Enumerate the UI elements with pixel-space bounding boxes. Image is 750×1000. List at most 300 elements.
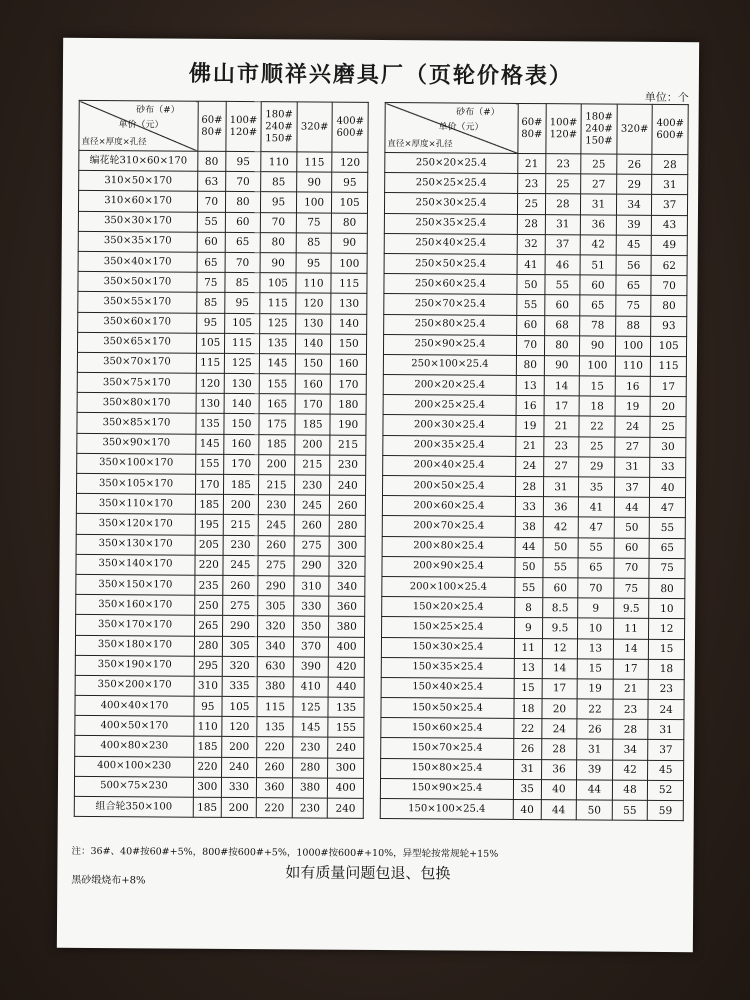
table-row (75, 695, 364, 717)
price-cell: 24 (615, 417, 651, 437)
price-cell: 24 (648, 699, 684, 719)
price-cell: 80 (649, 578, 685, 598)
price-cell: 27 (543, 456, 579, 476)
table-row (384, 294, 687, 316)
table-row (77, 352, 366, 374)
price-cell: 215 (294, 455, 330, 475)
price-cell: 135 (196, 414, 224, 434)
price-cell: 300 (328, 758, 364, 778)
price-cell: 170 (331, 374, 367, 394)
price-cell: 48 (612, 780, 648, 800)
price-cell: 95 (225, 151, 261, 171)
price-cell: 165 (259, 394, 295, 414)
table-row (78, 251, 367, 273)
price-cell: 29 (579, 457, 615, 477)
size-cell: 500×75×230 (74, 776, 193, 797)
price-cell: 21 (516, 436, 544, 456)
price-cell: 31 (545, 214, 581, 234)
price-cell: 25 (650, 417, 686, 437)
price-cell: 115 (651, 356, 687, 376)
price-cell: 340 (258, 636, 294, 656)
price-cell: 9.5 (542, 618, 578, 638)
table-row (75, 655, 364, 677)
price-cell: 80 (516, 355, 544, 375)
price-cell: 31 (648, 720, 684, 740)
price-cell: 68 (544, 315, 580, 335)
price-cell: 8 (515, 598, 543, 618)
size-cell: 350×130×170 (76, 534, 195, 555)
price-cell: 115 (257, 697, 293, 717)
price-cell: 200 (221, 737, 257, 757)
price-cell: 185 (195, 494, 223, 514)
price-cell: 155 (259, 374, 295, 394)
price-cell: 23 (613, 699, 649, 719)
price-cell: 185 (259, 434, 295, 454)
size-cell: 400×80×230 (75, 736, 194, 757)
price-cell: 40 (541, 779, 577, 799)
price-cell: 160 (331, 354, 367, 374)
price-cell: 28 (515, 476, 543, 496)
price-cell: 46 (545, 255, 581, 275)
table-row (78, 292, 367, 314)
price-cell: 49 (652, 235, 688, 255)
price-cell: 280 (330, 516, 366, 536)
price-cell: 360 (257, 777, 293, 797)
price-cell: 105 (224, 313, 260, 333)
price-cell: 27 (615, 437, 651, 457)
price-cell: 9.5 (613, 598, 649, 618)
size-cell: 200×40×25.4 (383, 455, 516, 476)
price-cell: 110 (615, 356, 651, 376)
price-cell: 185 (223, 474, 259, 494)
table-row (381, 637, 684, 659)
price-cell: 9 (515, 618, 543, 638)
price-cell: 33 (650, 457, 686, 477)
price-cell: 200 (259, 454, 295, 474)
table-row (75, 675, 364, 697)
price-cell: 320 (329, 556, 365, 576)
price-cell: 350 (293, 616, 329, 636)
table-header-row (385, 103, 688, 155)
size-cell: 组合轮350×100 (74, 796, 193, 817)
table-row (382, 597, 685, 619)
price-cell: 60 (542, 578, 578, 598)
size-cell: 150×40×25.4 (381, 677, 514, 698)
price-cell: 190 (330, 415, 366, 435)
price-cell: 130 (331, 293, 367, 313)
price-cell: 23 (518, 174, 546, 194)
price-cell: 170 (223, 454, 259, 474)
size-cell: 250×25×25.4 (385, 173, 518, 194)
price-cell: 275 (222, 596, 258, 616)
price-cell: 230 (259, 495, 295, 515)
column-header-grit-5: 400# 600# (332, 102, 368, 152)
price-table-right-body (380, 153, 688, 821)
table-row (382, 617, 685, 639)
price-cell: 70 (225, 172, 261, 192)
price-cell: 21 (544, 416, 580, 436)
price-cell: 90 (296, 172, 332, 192)
price-cell: 290 (258, 576, 294, 596)
table-row (382, 536, 685, 558)
price-cell: 330 (293, 596, 329, 616)
price-cell: 275 (294, 535, 330, 555)
size-cell: 150×70×25.4 (381, 738, 514, 759)
size-cell: 250×20×25.4 (385, 153, 518, 174)
price-cell: 250 (195, 595, 223, 615)
price-cell: 51 (580, 255, 616, 275)
price-cell: 85 (197, 293, 225, 313)
price-cell: 265 (195, 616, 223, 636)
price-cell: 28 (613, 719, 649, 739)
column-header-grit-4: 320# (297, 102, 333, 152)
price-cell: 220 (195, 555, 223, 575)
price-cell: 110 (261, 152, 297, 172)
table-row (381, 698, 684, 720)
price-cell: 40 (650, 477, 686, 497)
price-cell: 37 (614, 477, 650, 497)
price-cell: 105 (260, 273, 296, 293)
price-cell: 50 (515, 557, 543, 577)
price-cell: 24 (516, 456, 544, 476)
price-cell: 41 (579, 497, 615, 517)
price-cell: 95 (224, 293, 260, 313)
price-cell: 28 (652, 154, 688, 174)
size-cell: 350×110×170 (76, 494, 195, 515)
unit-label: 单位：个 (644, 90, 689, 105)
table-row (77, 372, 366, 394)
size-cell: 350×75×170 (77, 372, 196, 393)
price-cell: 80 (544, 335, 580, 355)
price-cell: 17 (544, 396, 580, 416)
size-cell: 编花轮310×60×170 (79, 150, 198, 171)
size-cell: 200×50×25.4 (382, 476, 515, 497)
price-header-label: 单价（元） (438, 122, 484, 133)
price-cell: 310 (194, 676, 222, 696)
price-cell: 70 (516, 335, 544, 355)
size-cell: 350×120×170 (76, 514, 195, 535)
price-cell: 105 (651, 336, 687, 356)
price-cell: 100 (331, 253, 367, 273)
size-cell: 350×150×170 (76, 574, 195, 595)
price-cell: 260 (294, 515, 330, 535)
price-cell: 44 (541, 800, 577, 820)
table-row (383, 395, 686, 417)
size-cell: 350×40×170 (78, 251, 197, 272)
price-cell: 21 (518, 153, 546, 173)
price-cell: 90 (260, 253, 296, 273)
table-row (76, 574, 365, 596)
price-cell: 230 (292, 737, 328, 757)
price-cell: 120 (332, 152, 368, 172)
price-cell: 135 (328, 697, 364, 717)
price-cell: 75 (616, 295, 652, 315)
price-cell: 9 (578, 598, 614, 618)
price-cell: 170 (195, 474, 223, 494)
price-cell: 16 (516, 396, 544, 416)
price-cell: 65 (649, 538, 685, 558)
size-cell: 200×70×25.4 (382, 516, 515, 537)
table-row (75, 635, 364, 657)
price-cell: 42 (580, 235, 616, 255)
price-cell: 185 (193, 797, 221, 817)
price-cell: 200 (295, 435, 331, 455)
table-row (381, 657, 684, 679)
dims-header-label: 直径×厚度×孔径 (81, 136, 147, 148)
table-row (74, 796, 363, 818)
table-row (75, 716, 364, 738)
price-cell: 120 (296, 293, 332, 313)
size-cell: 250×35×25.4 (384, 213, 517, 234)
size-cell: 350×80×170 (77, 393, 196, 414)
price-cell: 280 (194, 636, 222, 656)
grit-header-label: 砂布（#） (456, 107, 500, 118)
size-cell: 350×140×170 (76, 554, 195, 575)
size-cell: 250×100×25.4 (383, 354, 516, 375)
price-cell: 380 (329, 616, 365, 636)
price-cell: 95 (296, 253, 332, 273)
table-row (77, 393, 366, 415)
price-cell: 13 (514, 658, 542, 678)
table-row (78, 191, 367, 213)
price-cell: 15 (514, 678, 542, 698)
price-cell: 18 (514, 699, 542, 719)
table-row (79, 150, 368, 172)
table-row (78, 231, 367, 253)
size-cell: 150×50×25.4 (381, 698, 514, 719)
price-cell: 80 (225, 192, 261, 212)
size-cell: 150×30×25.4 (381, 637, 514, 658)
size-cell: 250×80×25.4 (384, 314, 517, 335)
price-cell: 260 (330, 495, 366, 515)
table-row (383, 334, 686, 356)
table-row (76, 514, 365, 536)
size-cell: 400×100×230 (75, 756, 194, 777)
size-cell: 250×60×25.4 (384, 274, 517, 295)
table-row (384, 233, 687, 255)
price-cell: 180 (330, 394, 366, 414)
price-cell: 175 (259, 414, 295, 434)
price-cell: 400 (329, 637, 365, 657)
price-cell: 220 (256, 798, 292, 818)
price-cell: 17 (542, 679, 578, 699)
size-cell: 350×85×170 (77, 413, 196, 434)
price-cell: 65 (616, 275, 652, 295)
price-cell: 85 (225, 273, 261, 293)
size-cell: 150×100×25.4 (380, 799, 513, 820)
table-row (382, 496, 685, 518)
price-cell: 80 (198, 151, 226, 171)
price-cell: 60 (517, 315, 545, 335)
price-cell: 55 (578, 537, 614, 557)
price-cell: 31 (581, 194, 617, 214)
price-cell: 140 (295, 334, 331, 354)
size-cell: 250×70×25.4 (384, 294, 517, 315)
price-cell: 45 (616, 235, 652, 255)
price-cell: 300 (329, 536, 365, 556)
price-cell: 60 (580, 275, 616, 295)
table-row (385, 153, 688, 175)
price-cell: 300 (193, 777, 221, 797)
table-row (381, 677, 684, 699)
size-cell: 350×60×170 (78, 312, 197, 333)
price-cell: 90 (544, 356, 580, 376)
table-row (381, 738, 684, 760)
price-cell: 200 (221, 797, 257, 817)
price-cell: 305 (258, 596, 294, 616)
size-cell: 350×160×170 (76, 595, 195, 616)
price-cell: 41 (517, 254, 545, 274)
table-row (383, 375, 686, 397)
price-cell: 220 (194, 757, 222, 777)
diagonal-header-cell (385, 103, 518, 154)
price-cell: 95 (261, 192, 297, 212)
price-cell: 215 (259, 475, 295, 495)
price-cell: 19 (615, 396, 651, 416)
price-cell: 140 (331, 314, 367, 334)
price-cell: 215 (223, 515, 259, 535)
price-cell: 25 (579, 437, 615, 457)
price-cell: 88 (615, 316, 651, 336)
price-cell: 42 (612, 760, 648, 780)
price-cell: 28 (545, 194, 581, 214)
price-cell: 18 (579, 396, 615, 416)
price-cell: 75 (649, 558, 685, 578)
price-cell: 235 (195, 575, 223, 595)
price-cell: 70 (614, 558, 650, 578)
price-cell: 65 (580, 295, 616, 315)
size-cell: 150×20×25.4 (382, 597, 515, 618)
price-cell: 260 (222, 575, 258, 595)
price-cell: 17 (613, 659, 649, 679)
price-cell: 215 (330, 435, 366, 455)
price-cell: 260 (257, 757, 293, 777)
price-cell: 62 (651, 255, 687, 275)
table-header-row (79, 100, 368, 152)
price-cell: 24 (541, 719, 577, 739)
price-cell: 25 (545, 174, 581, 194)
size-cell: 350×65×170 (77, 332, 196, 353)
size-cell: 200×90×25.4 (382, 556, 515, 577)
price-cell: 185 (194, 737, 222, 757)
price-cell: 15 (649, 639, 685, 659)
size-cell: 350×100×170 (77, 453, 196, 474)
price-cell: 240 (328, 798, 364, 818)
price-cell: 275 (258, 555, 294, 575)
footnote: 注：36#、40#按60#+5%，800#按600#+5%，1000#按600#+10%，异型轮按常规轮+15% (71, 845, 499, 860)
price-cell: 43 (652, 215, 688, 235)
table-row (384, 314, 687, 336)
column-header-grit-3: 180# 240# 150# (261, 102, 297, 152)
price-cell: 130 (224, 373, 260, 393)
price-cell: 80 (260, 232, 296, 252)
table-row (380, 799, 683, 821)
column-header-grit-1: 60# 80# (198, 101, 226, 151)
price-cell: 230 (292, 798, 328, 818)
price-cell: 60 (197, 232, 225, 252)
price-cell: 65 (578, 558, 614, 578)
table-row (384, 213, 687, 235)
price-cell: 340 (329, 576, 365, 596)
price-cell: 28 (517, 214, 545, 234)
price-cell: 115 (260, 293, 296, 313)
price-cell: 245 (294, 495, 330, 515)
price-cell: 160 (295, 374, 331, 394)
table-row (79, 171, 368, 193)
price-cell: 240 (328, 738, 364, 758)
price-cell: 29 (616, 174, 652, 194)
table-row (76, 595, 365, 617)
price-cell: 185 (295, 414, 331, 434)
price-cell: 36 (543, 497, 579, 517)
table-row (77, 413, 366, 435)
price-cell: 44 (577, 780, 613, 800)
price-cell: 55 (517, 295, 545, 315)
table-row (383, 435, 686, 457)
price-cell: 19 (516, 416, 544, 436)
price-cell: 230 (223, 535, 259, 555)
price-cell: 370 (293, 636, 329, 656)
diagonal-header-cell (79, 100, 198, 151)
price-cell: 50 (614, 518, 650, 538)
size-cell: 310×60×170 (78, 191, 197, 212)
footnote-surcharge: 黑砂缎烧布+8% (71, 874, 146, 887)
price-cell: 220 (257, 737, 293, 757)
price-cell: 14 (542, 658, 578, 678)
price-cell: 200 (223, 495, 259, 515)
column-header-grit-4: 320# (617, 104, 653, 154)
price-cell: 50 (576, 800, 612, 820)
price-cell: 150 (224, 414, 260, 434)
price-cell: 120 (221, 717, 257, 737)
price-cell: 47 (650, 498, 686, 518)
price-cell: 34 (612, 740, 648, 760)
grit-header-label: 砂布（#） (136, 105, 180, 116)
price-cell: 55 (650, 518, 686, 538)
column-header-grit-1: 60# 80# (518, 103, 546, 153)
price-cell: 65 (225, 232, 261, 252)
price-cell: 110 (296, 273, 332, 293)
table-row (384, 193, 687, 215)
price-cell: 44 (614, 497, 650, 517)
table-row (382, 576, 685, 598)
price-cell: 35 (513, 779, 541, 799)
size-cell: 400×40×170 (75, 695, 194, 716)
price-cell: 70 (651, 276, 687, 296)
size-cell: 250×90×25.4 (383, 334, 516, 355)
price-cell: 25 (581, 154, 617, 174)
price-table-left-body (74, 150, 368, 818)
price-cell: 40 (513, 799, 541, 819)
price-cell: 16 (615, 376, 651, 396)
price-cell: 10 (649, 599, 685, 619)
table-row (76, 494, 365, 516)
price-cell: 295 (194, 656, 222, 676)
price-cell: 335 (222, 676, 258, 696)
price-cell: 14 (544, 376, 580, 396)
size-cell: 200×80×25.4 (382, 536, 515, 557)
table-row (76, 615, 365, 637)
price-cell: 440 (328, 677, 364, 697)
price-cell: 155 (328, 717, 364, 737)
size-cell: 200×20×25.4 (383, 375, 516, 396)
price-cell: 28 (541, 739, 577, 759)
price-cell: 70 (578, 578, 614, 598)
price-cell: 360 (329, 596, 365, 616)
table-row (76, 554, 365, 576)
price-cell: 240 (330, 475, 366, 495)
table-row (381, 718, 684, 740)
